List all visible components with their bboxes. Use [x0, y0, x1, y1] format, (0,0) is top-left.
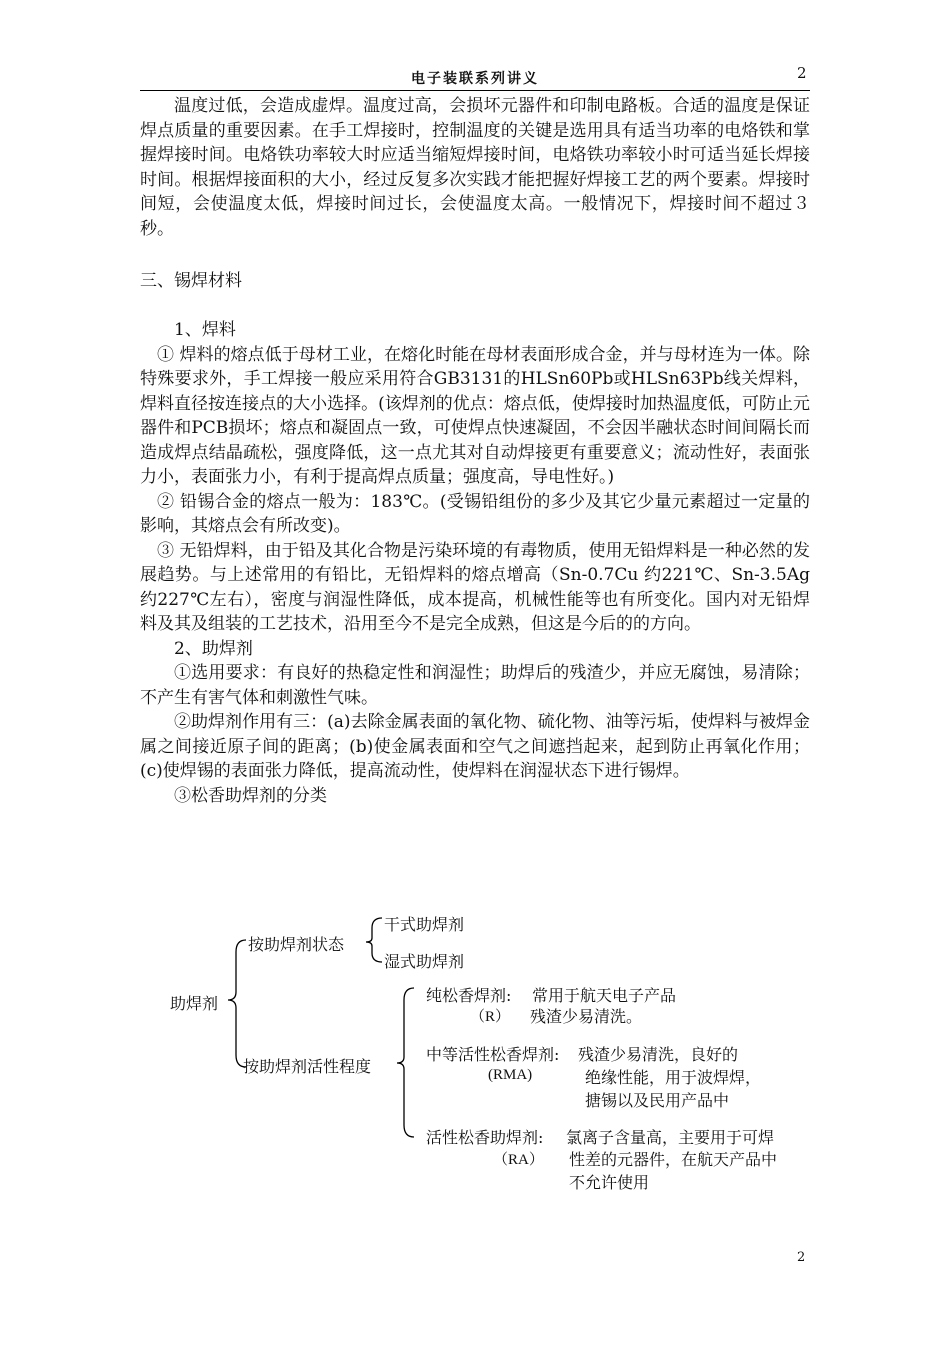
rosin-r-desc-line1: 常用于航天电子产品 [532, 986, 677, 1005]
wet-flux-label: 湿式助焊剂 [384, 952, 465, 971]
flux-item-2: ②助焊剂作用有三：(a)去除金属表面的氧化物、硫化物、油等污垢，使焊料与被焊金属之间接近原子间的距离；(b)使金属表面和空气之间遮挡起来，起到防止再氧化作用；(c)使焊锡的表面张力降低，提高流动性，使焊料在润湿状态下进行锡焊。 [140, 712, 810, 781]
solder-item-3: ③ 无铅焊料，由于铅及其化合物是污染环境的有毒物质，使用无铅焊料是一种必然的发展趋势。与上述常用的有铅比，无铅焊料的熔点增高（Sn-0.7Cu 约221℃、Sn-3.5Ag约227℃左右），密度与润湿性降低，成本提高，机械性能等也有所变化。国内对无铅焊料及其及组装的工艺技术，沿用至今不是完全成熟，但这是今后的的方向。 [140, 540, 810, 634]
rosin-ra-name: 活性松香助焊剂: [426, 1128, 544, 1147]
rosin-ra-desc-line1: 氯离子含量高，主要用于可焊 [566, 1128, 775, 1147]
rosin-r-code: （R） [470, 1009, 511, 1025]
paragraph-text: 温度过低，会造成虚焊。温度过高，会损坏元器件和印制电路板。合适的温度是保证焊点质量的重要因素。在手工焊接时，控制温度的关键是选用具有适当功率的电烙铁和掌握焊接时间。电烙铁功率较大时应适当缩短焊接时间，电烙铁功率较小时可适当延长焊接时间。根据焊接面积的大小，经过反复多次实践才能把握好焊接工艺的两个要素。焊接时间短，会使温度太低，焊接时间过长，会使温度太高。一般情况下，焊接时间不超过３秒。 [140, 96, 810, 239]
subheading-flux: 2、助焊剂 [174, 638, 253, 659]
rosin-rma-desc-line1: 残渣少易清洗，良好的 [578, 1045, 739, 1064]
rosin-rma-name: 中等活性松香焊剂: [426, 1045, 560, 1064]
rosin-r-desc-line2: 残渣少易清洗。 [530, 1007, 643, 1026]
header-page-number: 2 [797, 64, 807, 82]
rosin-r-name: 纯松香焊剂: [426, 986, 512, 1005]
solder-item-1: ① 焊料的熔点低于母材工业，在熔化时能在母材表面形成合金，并与母材连为一体。除特殊要求外，手工焊接一般应采用符合GB3131的HLSn60Pb或HLSn63Pb线关焊料，焊料直径按连接点的大小选择。(该焊剂的优点：熔点低，使焊接时加热温度低，可防止元器件和PCB损坏；熔点和凝固点一致，可使焊点快速凝固，不会因半融状态时间间隔长而造成焊点结晶疏松，强度降低，这一点尤其对自动焊接更有重要意义；流动性好，表面张力小，表面张力小，有利于提高焊点质量；强度高，导电性好。) [140, 344, 810, 487]
solder-item-2: ② 铅锡合金的熔点一般为：183℃。(受锡铅组份的多少及其它少量元素超过一定量的影响，其熔点会有所改变)。 [140, 491, 810, 536]
diagram-root-label: 助焊剂 [170, 994, 219, 1013]
rosin-rma-desc-line2: 绝缘性能，用于波焊焊， [585, 1068, 762, 1087]
rosin-rma-code: (RMA) [488, 1067, 533, 1083]
rosin-ra-code: （RA） [493, 1152, 544, 1168]
footer-page-number: 2 [797, 1250, 806, 1265]
rosin-rma-desc-line3: 搪锡以及民用产品中 [585, 1091, 730, 1110]
rosin-ra-desc-line3: 不允许使用 [569, 1173, 650, 1192]
dry-flux-label: 干式助焊剂 [384, 915, 465, 934]
branch-activity-label: 按助焊剂活性程度 [243, 1057, 372, 1076]
flux-item-1: ①选用要求：有良好的热稳定性和润湿性；助焊后的残渣少，并应无腐蚀，易清除；不产生有害气体和刺激性气味。 [140, 663, 810, 708]
flux-item-3: ③松香助焊剂的分类 [174, 785, 327, 806]
branch-state-label: 按助焊剂状态 [248, 935, 345, 954]
section-title: 三、锡焊材料 [140, 271, 242, 291]
rosin-ra-desc-line2: 性差的元器件，在航天产品中 [569, 1150, 778, 1169]
running-header-title: 电子装联系列讲义 [411, 71, 539, 87]
subheading-solder: 1、焊料 [174, 320, 236, 340]
